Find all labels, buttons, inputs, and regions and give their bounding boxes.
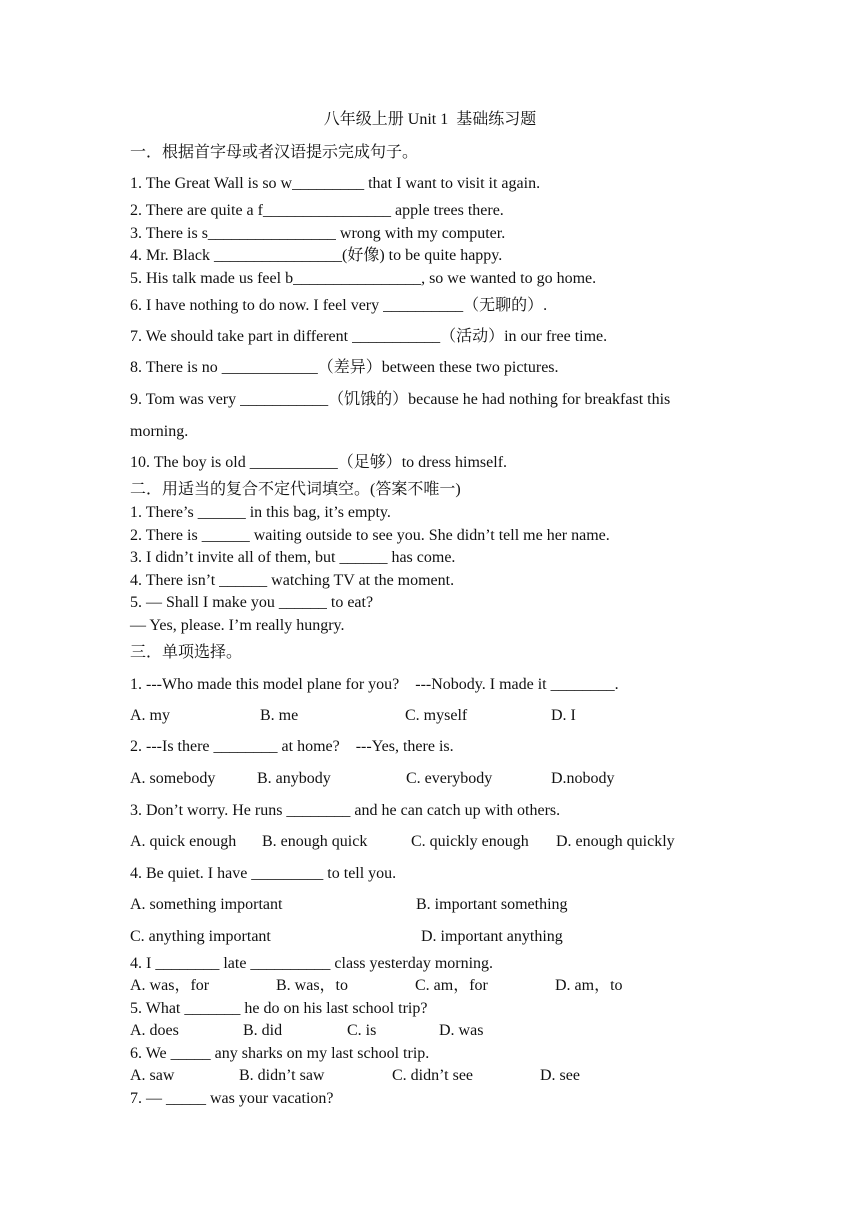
pronoun-item: 3. I didn’t invite all of them, but ______ has come. bbox=[130, 549, 456, 566]
mc-option: B. important something bbox=[416, 896, 568, 913]
section-2-heading: 二．用适当的复合不定代词填空。(答案不唯一) bbox=[130, 481, 461, 498]
fill-in-item: 5. His talk made us feel b________________, so we wanted to go home. bbox=[130, 270, 597, 287]
mc-option: A. saw bbox=[130, 1067, 175, 1084]
mc-option: D. am，to bbox=[555, 977, 623, 994]
mc-question: 7. — _____ was your vacation? bbox=[130, 1090, 334, 1107]
mc-option: D. important anything bbox=[421, 928, 563, 945]
page-title: 八年级上册 Unit 1 基础练习题 bbox=[323, 111, 537, 128]
mc-question: 6. We _____ any sharks on my last school trip. bbox=[130, 1045, 430, 1062]
mc-option: B. was，to bbox=[276, 977, 349, 994]
mc-option: C. is bbox=[347, 1022, 377, 1039]
pronoun-item: 2. There is ______ waiting outside to see you. She didn’t tell me her name. bbox=[130, 527, 610, 544]
section-1-heading: 一．根据首字母或者汉语提示完成句子。 bbox=[130, 144, 419, 161]
mc-option: A. does bbox=[130, 1022, 179, 1039]
mc-option: B. me bbox=[260, 707, 299, 724]
mc-question: 1. ---Who made this model plane for you? ---Nobody. I made it ________. bbox=[130, 676, 619, 693]
mc-option: B. anybody bbox=[257, 770, 331, 787]
pronoun-item: 4. There isn’t ______ watching TV at the moment. bbox=[130, 572, 455, 589]
mc-option: A. was，for bbox=[130, 977, 210, 994]
pronoun-item-reply: — Yes, please. I’m really hungry. bbox=[130, 617, 345, 634]
mc-option: C. myself bbox=[405, 707, 468, 724]
mc-question: 2. ---Is there ________ at home? ---Yes, there is. bbox=[130, 738, 454, 755]
mc-option: B. did bbox=[243, 1022, 283, 1039]
fill-in-item: 8. There is no ____________（差异）between these two pictures. bbox=[130, 359, 559, 376]
mc-option: D. I bbox=[551, 707, 576, 724]
mc-option: C. everybody bbox=[406, 770, 493, 787]
mc-question: 4. I ________ late __________ class yesterday morning. bbox=[130, 955, 494, 972]
fill-in-item-continued: morning. bbox=[130, 423, 189, 440]
mc-question: 3. Don’t worry. He runs ________ and he can catch up with others. bbox=[130, 802, 561, 819]
fill-in-item: 9. Tom was very ___________（饥饿的）because he had nothing for breakfast this bbox=[130, 391, 671, 408]
fill-in-item: 1. The Great Wall is so w_________ that I want to visit it again. bbox=[130, 175, 541, 192]
fill-in-item: 6. I have nothing to do now. I feel very __________（无聊的）. bbox=[130, 297, 548, 314]
mc-option: A. quick enough bbox=[130, 833, 237, 850]
mc-option: C. didn’t see bbox=[392, 1067, 474, 1084]
mc-option: D. see bbox=[540, 1067, 580, 1084]
mc-option: C. anything important bbox=[130, 928, 271, 945]
mc-option: C. am，for bbox=[415, 977, 488, 994]
mc-option: B. didn’t saw bbox=[239, 1067, 325, 1084]
mc-option: A. my bbox=[130, 707, 170, 724]
mc-option: A. somebody bbox=[130, 770, 216, 787]
mc-option: C. quickly enough bbox=[411, 833, 529, 850]
mc-option: B. enough quick bbox=[262, 833, 368, 850]
mc-option: A. something important bbox=[130, 896, 283, 913]
pronoun-item: 5. — Shall I make you ______ to eat? bbox=[130, 594, 374, 611]
mc-option: D. was bbox=[439, 1022, 484, 1039]
mc-question: 4. Be quiet. I have _________ to tell you. bbox=[130, 865, 397, 882]
fill-in-item: 3. There is s________________ wrong with my computer. bbox=[130, 225, 506, 242]
section-3-heading: 三．单项选择。 bbox=[130, 644, 243, 661]
fill-in-item: 4. Mr. Black ________________(好像) to be quite happy. bbox=[130, 247, 503, 264]
mc-option: D. enough quickly bbox=[556, 833, 675, 850]
fill-in-item: 7. We should take part in different ___________（活动）in our free time. bbox=[130, 328, 608, 345]
fill-in-item: 10. The boy is old ___________（足够）to dress himself. bbox=[130, 454, 508, 471]
fill-in-item: 2. There are quite a f________________ apple trees there. bbox=[130, 202, 504, 219]
mc-option: D.nobody bbox=[551, 770, 615, 787]
pronoun-item: 1. There’s ______ in this bag, it’s empty. bbox=[130, 504, 391, 521]
mc-question: 5. What _______ he do on his last school trip? bbox=[130, 1000, 428, 1017]
